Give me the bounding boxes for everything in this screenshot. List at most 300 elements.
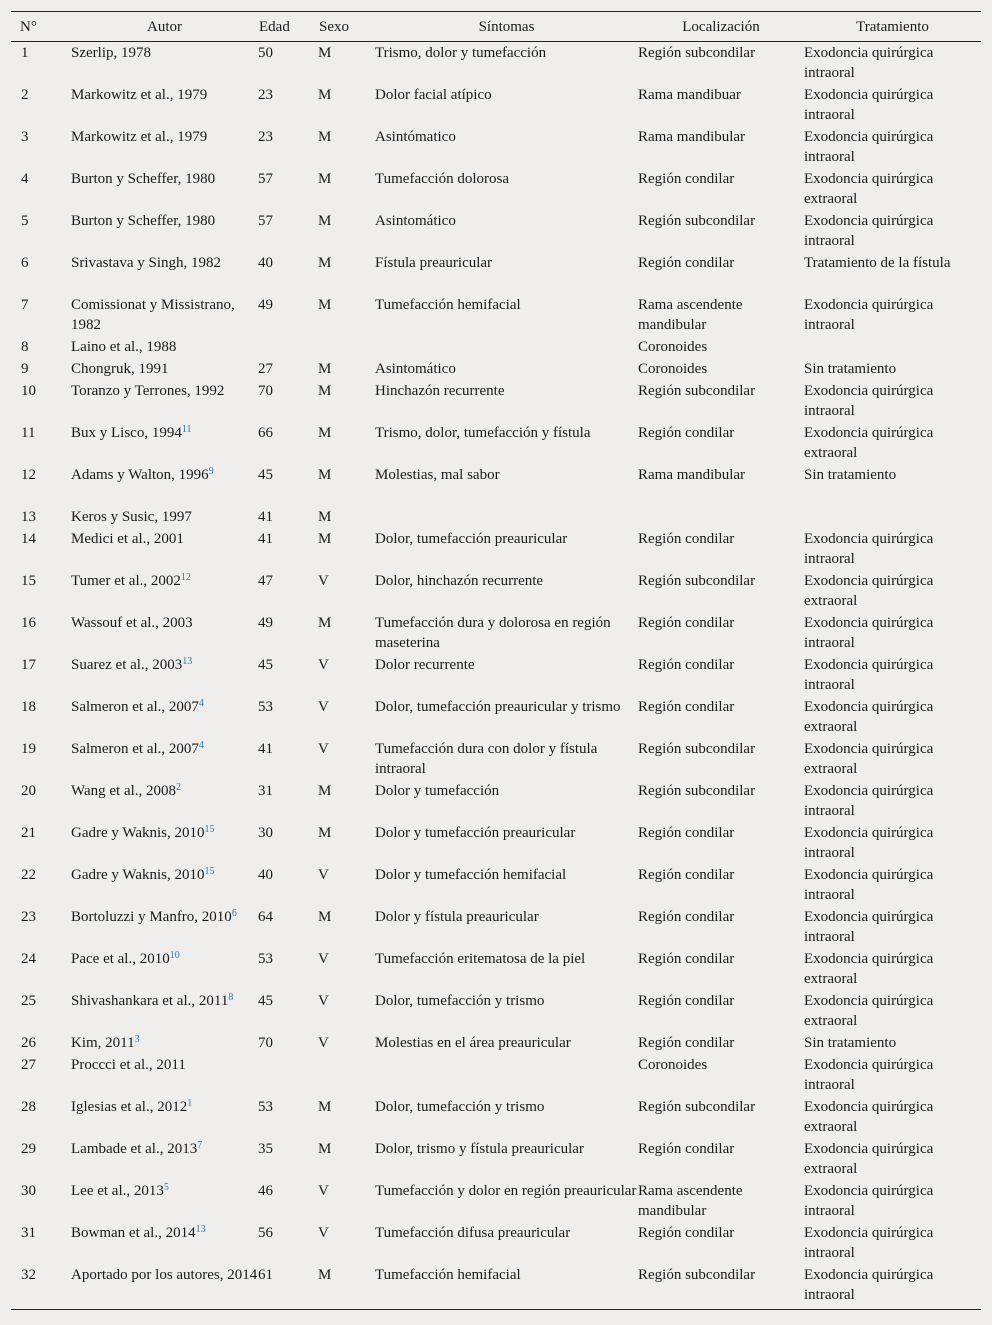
cell-edad: 31	[258, 783, 273, 799]
cell-sintomas: Hinchazón recurrente	[375, 383, 505, 399]
reference-link[interactable]: 12	[180, 572, 191, 583]
cell-sintomas: Tumefacción dolorosa	[375, 171, 510, 187]
cell-sintomas: Dolor recurrente	[375, 657, 475, 673]
cell-autor	[71, 168, 258, 210]
cell-localizacion: Región condilar	[638, 657, 735, 673]
cell-autor	[71, 906, 258, 948]
cell-numero: 3	[21, 129, 29, 145]
author-name: Szerlip, 1978	[71, 45, 151, 61]
cell-sexo: V	[318, 951, 329, 967]
reference-link[interactable]: 2	[176, 782, 182, 793]
cell-tratamiento: Exodoncia quirúrgica intraoral	[804, 1183, 934, 1219]
author-name: Tumer et al., 2002	[71, 573, 181, 589]
author-name: Bux y Lisco, 1994	[71, 425, 182, 441]
table-row	[11, 252, 981, 294]
header-autor: Autor	[71, 12, 258, 42]
cell-localizacion: Región condilar	[638, 615, 735, 631]
table-row	[11, 294, 981, 336]
cell-edad: 46	[258, 1183, 273, 1199]
cell-edad: 70	[258, 383, 273, 399]
cell-edad: 53	[258, 1099, 273, 1115]
cell-numero: 23	[21, 909, 36, 925]
cell-sintomas: Fístula preauricular	[375, 255, 493, 271]
author-name: Medici et al., 2001	[71, 531, 184, 547]
cell-sintomas: Trismo, dolor y tumefacción	[375, 45, 547, 61]
table-row	[11, 210, 981, 252]
cell-numero: 20	[21, 783, 36, 799]
cell-localizacion: Región condilar	[638, 699, 735, 715]
author-name: Burton y Scheffer, 1980	[71, 213, 216, 229]
cell-sintomas: Asintomático	[375, 213, 456, 229]
cell-localizacion: Región condilar	[638, 1141, 735, 1157]
cell-autor	[71, 1096, 258, 1138]
cell-edad	[258, 1054, 318, 1096]
cell-autor	[71, 42, 258, 85]
cell-sintomas: Dolor, tumefacción y trismo	[375, 993, 545, 1009]
cell-autor	[71, 1180, 258, 1222]
cell-tratamiento: Exodoncia quirúrgica extraoral	[804, 1099, 934, 1135]
author-name: Salmeron et al., 2007	[71, 741, 199, 757]
cell-numero: 4	[21, 171, 29, 187]
reference-link[interactable]: 6	[231, 908, 237, 919]
reference-link[interactable]: 13	[195, 1224, 206, 1235]
cell-tratamiento: Exodoncia quirúrgica extraoral	[804, 171, 934, 207]
table-row	[11, 906, 981, 948]
cell-sintomas	[375, 336, 638, 358]
table-row	[11, 738, 981, 780]
cell-edad: 45	[258, 657, 273, 673]
cell-sexo: M	[318, 297, 332, 313]
reference-link[interactable]: 9	[208, 466, 214, 477]
cell-sexo: M	[318, 425, 332, 441]
cell-numero: 22	[21, 867, 36, 883]
cell-autor	[71, 1054, 258, 1096]
cell-localizacion: Región subcondilar	[638, 213, 756, 229]
cell-numero: 13	[21, 509, 36, 525]
author-name: Kim, 2011	[71, 1035, 135, 1051]
table-row	[11, 168, 981, 210]
cell-tratamiento	[804, 506, 981, 528]
author-name: Salmeron et al., 2007	[71, 699, 199, 715]
cell-tratamiento: Sin tratamiento	[804, 1035, 897, 1051]
cell-autor	[71, 780, 258, 822]
cell-sintomas	[375, 506, 638, 528]
cell-numero: 17	[21, 657, 36, 673]
reference-link[interactable]: 4	[198, 740, 204, 751]
cell-localizacion: Región condilar	[638, 171, 735, 187]
cell-sintomas: Dolor y fístula preauricular	[375, 909, 539, 925]
table-row	[11, 126, 981, 168]
reference-link[interactable]: 10	[169, 950, 180, 961]
table-row	[11, 422, 981, 464]
cell-localizacion: Región subcondilar	[638, 383, 756, 399]
cell-autor	[71, 822, 258, 864]
cell-sexo: M	[318, 45, 332, 61]
cell-autor	[71, 738, 258, 780]
author-name: Laino et al., 1988	[71, 339, 177, 355]
cell-edad: 40	[258, 867, 273, 883]
cell-edad: 64	[258, 909, 273, 925]
cell-localizacion: Coronoides	[638, 361, 708, 377]
cell-numero: 5	[21, 213, 29, 229]
reference-link[interactable]: 11	[181, 424, 192, 435]
author-name: Comissionat y Missistrano, 1982	[71, 297, 235, 333]
cell-autor	[71, 506, 258, 528]
author-name: Iglesias et al., 2012	[71, 1099, 188, 1115]
cell-sintomas: Tumefacción eritematosa de la piel	[375, 951, 586, 967]
cell-sintomas: Asintomático	[375, 361, 456, 377]
cell-sintomas: Asintómatico	[375, 129, 456, 145]
cell-localizacion: Región condilar	[638, 993, 735, 1009]
cell-sexo: M	[318, 825, 332, 841]
cell-numero: 32	[21, 1267, 36, 1283]
cell-numero: 25	[21, 993, 36, 1009]
cell-sintomas: Trismo, dolor, tumefacción y fístula	[375, 425, 591, 441]
cell-autor	[71, 210, 258, 252]
table-row	[11, 990, 981, 1032]
cell-edad: 57	[258, 171, 273, 187]
cell-autor	[71, 612, 258, 654]
cell-numero: 27	[21, 1057, 36, 1073]
cell-sexo: M	[318, 129, 332, 145]
reference-link[interactable]: 15	[204, 866, 215, 877]
reference-link[interactable]: 15	[204, 824, 215, 835]
table-row	[11, 696, 981, 738]
cell-numero: 19	[21, 741, 36, 757]
author-name: Wassouf et al., 2003	[71, 615, 193, 631]
cell-localizacion: Región condilar	[638, 255, 735, 271]
cell-tratamiento: Exodoncia quirúrgica extraoral	[804, 573, 934, 609]
cell-edad: 41	[258, 531, 273, 547]
cell-sintomas: Tumefacción dura y dolorosa en región maseterina	[375, 615, 611, 651]
cell-tratamiento: Exodoncia quirúrgica intraoral	[804, 867, 934, 903]
table-row	[11, 358, 981, 380]
table-row	[11, 336, 981, 358]
cell-edad: 45	[258, 467, 273, 483]
table-row	[11, 1096, 981, 1138]
table-header	[11, 12, 981, 42]
cell-tratamiento: Exodoncia quirúrgica intraoral	[804, 1267, 934, 1303]
cell-numero: 14	[21, 531, 36, 547]
table-row	[11, 864, 981, 906]
cell-tratamiento: Sin tratamiento	[804, 467, 897, 483]
cell-numero: 28	[21, 1099, 36, 1115]
cell-sexo: V	[318, 867, 329, 883]
header-localizacion: Localización	[638, 12, 804, 42]
table-row	[11, 464, 981, 506]
cell-numero: 29	[21, 1141, 36, 1157]
cell-sexo: M	[318, 1267, 332, 1283]
author-name: Aportado por los autores, 2014	[71, 1267, 258, 1283]
cell-sexo: M	[318, 255, 332, 271]
cell-sexo: V	[318, 1225, 329, 1241]
cell-numero: 15	[21, 573, 36, 589]
cell-sintomas: Tumefacción hemifacial	[375, 1267, 521, 1283]
table-row	[11, 1032, 981, 1054]
cell-edad: 30	[258, 825, 273, 841]
cell-sintomas: Dolor y tumefacción hemifacial	[375, 867, 567, 883]
table-row	[11, 780, 981, 822]
cell-autor	[71, 528, 258, 570]
table-row	[11, 1180, 981, 1222]
cell-sexo: M	[318, 467, 332, 483]
cell-localizacion: Región condilar	[638, 909, 735, 925]
cell-numero: 31	[21, 1225, 36, 1241]
author-name: Markowitz et al., 1979	[71, 129, 208, 145]
cell-numero: 6	[21, 255, 29, 271]
cell-sexo: V	[318, 573, 329, 589]
cell-sexo: M	[318, 531, 332, 547]
author-name: Suarez et al., 2003	[71, 657, 183, 673]
cell-tratamiento: Exodoncia quirúrgica intraoral	[804, 531, 934, 567]
table-row	[11, 42, 981, 85]
cell-sexo	[318, 336, 375, 358]
cell-autor	[71, 864, 258, 906]
cell-numero: 10	[21, 383, 36, 399]
cell-numero: 16	[21, 615, 36, 631]
cell-edad: 66	[258, 425, 273, 441]
cell-tratamiento: Sin tratamiento	[804, 361, 897, 377]
cell-edad: 41	[258, 509, 273, 525]
cell-autor	[71, 464, 258, 506]
cell-localizacion: Rama mandibuar	[638, 87, 741, 103]
cell-sintomas: Tumefacción y dolor en región preauricular	[375, 1183, 637, 1199]
table-body	[11, 42, 981, 1310]
cell-tratamiento: Exodoncia quirúrgica intraoral	[804, 297, 934, 333]
cell-tratamiento: Tratamiento de la fístula	[804, 255, 951, 271]
author-name: Toranzo y Terrones, 1992	[71, 383, 225, 399]
cell-tratamiento: Exodoncia quirúrgica intraoral	[804, 657, 934, 693]
cell-numero: 21	[21, 825, 36, 841]
cell-sexo: M	[318, 615, 332, 631]
cell-sexo: M	[318, 1141, 332, 1157]
cell-sexo: M	[318, 509, 332, 525]
cell-autor	[71, 570, 258, 612]
cell-numero: 18	[21, 699, 36, 715]
cell-sintomas: Tumefacción difusa preauricular	[375, 1225, 571, 1241]
cell-edad: 70	[258, 1035, 273, 1051]
cell-edad: 47	[258, 573, 273, 589]
cell-numero: 30	[21, 1183, 36, 1199]
author-name: Shivashankara et al., 2011	[71, 993, 229, 1009]
cell-autor	[71, 380, 258, 422]
table-row	[11, 1264, 981, 1310]
author-name: Burton y Scheffer, 1980	[71, 171, 216, 187]
cell-edad: 49	[258, 297, 273, 313]
author-name: Wang et al., 2008	[71, 783, 177, 799]
cell-sexo: M	[318, 171, 332, 187]
reference-link[interactable]: 5	[163, 1182, 169, 1193]
author-name: Gadre y Waknis, 2010	[71, 825, 205, 841]
cell-localizacion: Rama mandibular	[638, 467, 746, 483]
cell-tratamiento: Exodoncia quirúrgica intraoral	[804, 1225, 934, 1261]
cell-tratamiento: Exodoncia quirúrgica extraoral	[804, 699, 934, 735]
cell-sintomas: Tumefacción hemifacial	[375, 297, 521, 313]
cell-localizacion: Rama mandibular	[638, 129, 746, 145]
cell-edad: 27	[258, 361, 273, 377]
table-row	[11, 84, 981, 126]
reference-link[interactable]: 13	[182, 656, 193, 667]
cell-tratamiento: Exodoncia quirúrgica intraoral	[804, 129, 934, 165]
cell-localizacion: Región subcondilar	[638, 1099, 756, 1115]
cell-edad: 56	[258, 1225, 273, 1241]
table-row	[11, 570, 981, 612]
cell-sexo: M	[318, 383, 332, 399]
cell-sexo: V	[318, 657, 329, 673]
cell-localizacion: Región condilar	[638, 425, 735, 441]
cell-autor	[71, 1032, 258, 1054]
cell-localizacion: Rama ascendente mandibular	[638, 297, 743, 333]
cell-tratamiento: Exodoncia quirúrgica intraoral	[804, 383, 934, 419]
author-name: Chongruk, 1991	[71, 361, 169, 377]
cell-autor	[71, 294, 258, 336]
cell-sexo	[318, 1054, 375, 1096]
cell-localizacion: Región subcondilar	[638, 741, 756, 757]
cell-autor	[71, 948, 258, 990]
author-name: Lee et al., 2013	[71, 1183, 164, 1199]
header-edad: Edad	[258, 12, 318, 42]
cell-sintomas: Dolor, hinchazón recurrente	[375, 573, 544, 589]
author-name: Proccci et al., 2011	[71, 1057, 186, 1073]
cell-tratamiento	[804, 336, 981, 358]
header-numero: N°	[11, 12, 71, 42]
cell-edad: 41	[258, 741, 273, 757]
cell-sexo: V	[318, 1183, 329, 1199]
reference-link[interactable]: 8	[228, 992, 234, 1003]
cell-sexo: V	[318, 993, 329, 1009]
cell-edad: 49	[258, 615, 273, 631]
cell-localizacion: Coronoides	[638, 339, 708, 355]
cell-autor	[71, 252, 258, 294]
cell-autor	[71, 84, 258, 126]
cell-sexo: M	[318, 87, 332, 103]
cell-localizacion: Región condilar	[638, 867, 735, 883]
cell-autor	[71, 696, 258, 738]
cell-edad	[258, 336, 318, 358]
cell-sintomas: Dolor, trismo y fístula preauricular	[375, 1141, 584, 1157]
cell-tratamiento: Exodoncia quirúrgica extraoral	[804, 993, 934, 1029]
cell-numero: 9	[21, 361, 29, 377]
cell-edad: 40	[258, 255, 273, 271]
cell-sexo: M	[318, 1099, 332, 1115]
cell-sexo: M	[318, 783, 332, 799]
cell-sintomas: Molestias en el área preauricular	[375, 1035, 571, 1051]
table-row	[11, 1138, 981, 1180]
cell-localizacion: Región condilar	[638, 825, 735, 841]
author-name: Markowitz et al., 1979	[71, 87, 208, 103]
cell-autor	[71, 1264, 258, 1310]
cell-autor	[71, 1222, 258, 1264]
author-name: Bowman et al., 2014	[71, 1225, 196, 1241]
cell-numero: 24	[21, 951, 36, 967]
cell-tratamiento: Exodoncia quirúrgica extraoral	[804, 951, 934, 987]
cell-sexo: M	[318, 361, 332, 377]
cell-numero: 8	[21, 339, 29, 355]
cell-sexo: M	[318, 213, 332, 229]
cell-autor	[71, 126, 258, 168]
table-row	[11, 948, 981, 990]
author-name: Keros y Susic, 1997	[71, 509, 192, 525]
cell-sexo: V	[318, 699, 329, 715]
header-sexo: Sexo	[318, 12, 375, 42]
cell-localizacion: Rama ascendente mandibular	[638, 1183, 743, 1219]
cell-edad: 53	[258, 951, 273, 967]
table-row	[11, 506, 981, 528]
cell-sintomas: Dolor y tumefacción preauricular	[375, 825, 576, 841]
cell-tratamiento: Exodoncia quirúrgica intraoral	[804, 87, 934, 123]
cell-localizacion: Región condilar	[638, 1035, 735, 1051]
cell-sintomas: Dolor, tumefacción preauricular y trismo	[375, 699, 621, 715]
cell-edad: 53	[258, 699, 273, 715]
cell-edad: 23	[258, 129, 273, 145]
cell-tratamiento: Exodoncia quirúrgica intraoral	[804, 783, 934, 819]
reference-link[interactable]: 7	[197, 1140, 203, 1151]
cell-autor	[71, 422, 258, 464]
cell-tratamiento: Exodoncia quirúrgica extraoral	[804, 1141, 934, 1177]
cell-sexo: M	[318, 909, 332, 925]
cell-numero: 7	[21, 297, 29, 313]
cell-edad: 45	[258, 993, 273, 1009]
cell-localizacion: Región subcondilar	[638, 1267, 756, 1283]
cell-localizacion: Región condilar	[638, 531, 735, 547]
cell-autor	[71, 654, 258, 696]
cell-sintomas: Tumefacción dura con dolor y fístula intraoral	[375, 741, 598, 777]
cell-numero: 12	[21, 467, 36, 483]
cases-table	[11, 11, 981, 1310]
cell-sexo: V	[318, 741, 329, 757]
cell-numero: 1	[21, 45, 29, 61]
cell-tratamiento: Exodoncia quirúrgica intraoral	[804, 45, 934, 81]
reference-link[interactable]: 4	[198, 698, 204, 709]
cell-sintomas: Dolor y tumefacción	[375, 783, 500, 799]
cell-tratamiento: Exodoncia quirúrgica intraoral	[804, 909, 934, 945]
cell-tratamiento: Exodoncia quirúrgica intraoral	[804, 213, 934, 249]
cell-edad: 23	[258, 87, 273, 103]
table-row	[11, 1054, 981, 1096]
author-name: Adams y Walton, 1996	[71, 467, 209, 483]
author-name: Srivastava y Singh, 1982	[71, 255, 221, 271]
cell-tratamiento: Exodoncia quirúrgica intraoral	[804, 1057, 934, 1093]
reference-link[interactable]: 1	[187, 1098, 193, 1109]
cell-edad: 35	[258, 1141, 273, 1157]
table-row	[11, 1222, 981, 1264]
cell-autor	[71, 336, 258, 358]
cell-sintomas	[375, 1054, 638, 1096]
cell-edad: 61	[258, 1267, 273, 1283]
reference-link[interactable]: 3	[134, 1034, 140, 1045]
cell-sexo: V	[318, 1035, 329, 1051]
table-row	[11, 822, 981, 864]
author-name: Gadre y Waknis, 2010	[71, 867, 205, 883]
cell-edad: 50	[258, 45, 273, 61]
table-row	[11, 612, 981, 654]
author-name: Lambade et al., 2013	[71, 1141, 198, 1157]
author-name: Pace et al., 2010	[71, 951, 170, 967]
table-row	[11, 380, 981, 422]
cell-edad: 57	[258, 213, 273, 229]
cell-tratamiento: Exodoncia quirúrgica intraoral	[804, 825, 934, 861]
cell-autor	[71, 1138, 258, 1180]
cell-tratamiento: Exodoncia quirúrgica extraoral	[804, 425, 934, 461]
header-sintomas: Síntomas	[375, 12, 638, 42]
cell-sintomas: Dolor facial atípico	[375, 87, 492, 103]
cell-numero: 2	[21, 87, 29, 103]
cases-table-container	[11, 11, 981, 1310]
cell-autor	[71, 358, 258, 380]
cell-localizacion	[638, 506, 804, 528]
cell-localizacion: Región condilar	[638, 951, 735, 967]
cell-localizacion: Región condilar	[638, 1225, 735, 1241]
